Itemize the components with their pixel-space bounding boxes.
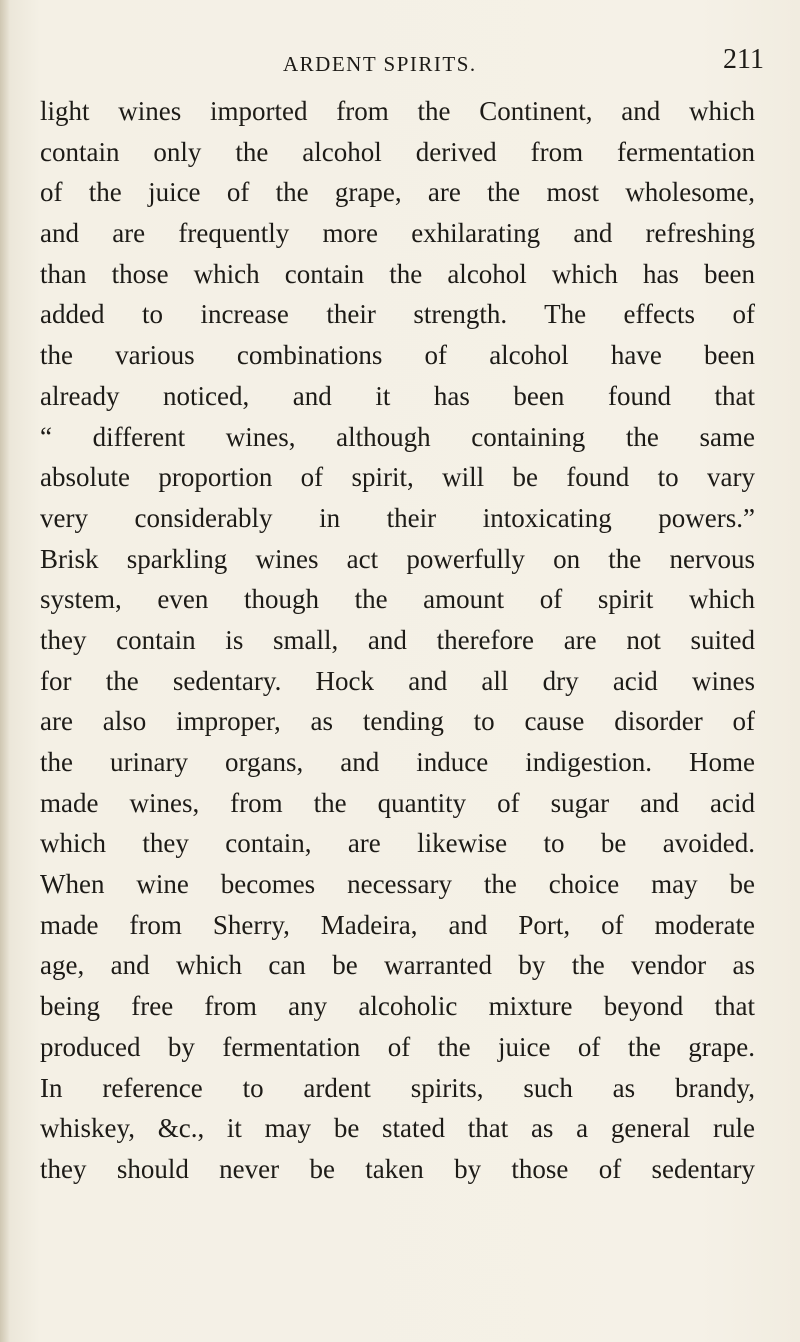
text-line: system, even though the amount of spirit which bbox=[40, 584, 755, 615]
text-line: whiskey, &c., it may be stated that as a general rule bbox=[40, 1113, 755, 1144]
text-line: the various combinations of alcohol have been bbox=[40, 340, 755, 371]
text-line: made wines, from the quantity of sugar and acid bbox=[40, 787, 755, 818]
body-text bbox=[40, 91, 755, 1190]
page-number: 211 bbox=[723, 44, 764, 75]
page-gutter-shadow bbox=[0, 0, 10, 1342]
text-line: and are frequently more exhilarating and refreshing bbox=[40, 218, 755, 249]
running-head: ARDENT SPIRITS. bbox=[283, 52, 477, 76]
text-line: than those which contain the alcohol which has been bbox=[40, 258, 755, 289]
text-line: the urinary organs, and induce indigestion. Home bbox=[40, 747, 755, 777]
text-line: added to increase their strength. The effects of bbox=[40, 299, 755, 330]
text-line: of the juice of the grape, are the most wholesome, bbox=[40, 177, 755, 208]
text-line: “ different wines, although containing the same bbox=[40, 421, 755, 452]
text-line: In reference to ardent spirits, such as brandy, bbox=[40, 1072, 755, 1103]
text-line: light wines imported from the Continent, and which bbox=[40, 96, 755, 126]
text-line: are also improper, as tending to cause disorder of bbox=[40, 706, 755, 737]
text-line: they contain is small, and therefore are not suited bbox=[40, 624, 755, 655]
text-line: being free from any alcoholic mixture beyond that bbox=[40, 991, 755, 1022]
text-line: age, and which can be warranted by the vendor as bbox=[40, 950, 755, 981]
text-line: produced by fermentation of the juice of the grape. bbox=[40, 1031, 755, 1062]
text-line: absolute proportion of spirit, will be found to vary bbox=[40, 462, 755, 493]
text-line: which they contain, are likewise to be avoided. bbox=[40, 828, 755, 859]
text-line: very considerably in their intoxicating powers.” bbox=[40, 502, 755, 533]
text-line: for the sedentary. Hock and all dry acid wines bbox=[40, 665, 755, 696]
text-line: they should never be taken by those of sedentary bbox=[40, 1153, 755, 1184]
text-line: already noticed, and it has been found that bbox=[40, 380, 755, 411]
text-line: When wine becomes necessary the choice may be bbox=[40, 869, 755, 900]
text-line: made from Sherry, Madeira, and Port, of moderate bbox=[40, 909, 755, 940]
text-line: Brisk sparkling wines act powerfully on the nervous bbox=[40, 543, 755, 574]
text-line: contain only the alcohol derived from fermentation bbox=[40, 136, 755, 167]
